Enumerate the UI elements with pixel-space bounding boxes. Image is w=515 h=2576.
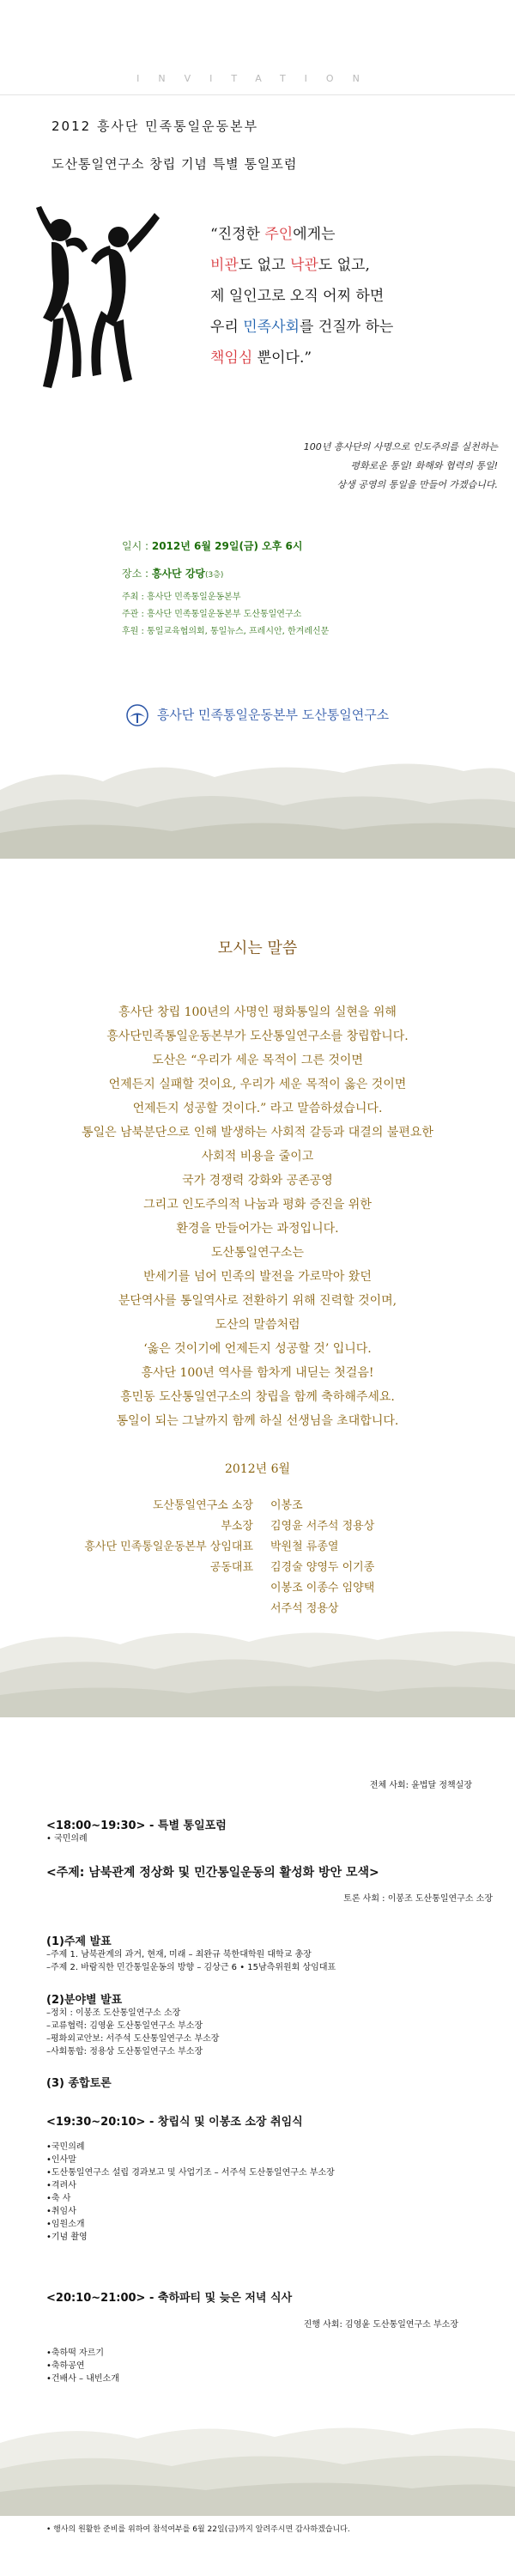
letter-line: 흥민동 도산통일연구소의 창립을 함께 축하해주세요.	[120, 1390, 395, 1404]
session3-item: •축하떡 자르기	[46, 2348, 105, 2358]
signature-role: 흥사단 민족통일운동본부 상임대표	[84, 1540, 253, 1553]
letter-line: 통일이 되는 그날까지 함께 하실 선생님을 초대합니다.	[116, 1414, 399, 1428]
signature-row	[34, 1537, 481, 1558]
session1-item: • 국민의례	[46, 1834, 88, 1844]
quote-highlight: 비관	[210, 257, 239, 274]
session1-heading: <18:00~19:30> - 특별 통일포럼	[46, 1820, 227, 1832]
organization-banner	[0, 704, 515, 726]
signature-row	[34, 1496, 481, 1516]
signature-role: 공동대표	[209, 1561, 253, 1574]
event-details	[122, 532, 491, 641]
signature-names: 김경술 양영두 이기종	[270, 1561, 375, 1574]
event-host: 주최 : 흥사단 민족통일운동본부	[122, 592, 241, 602]
part2-block	[46, 1990, 493, 2058]
overall-host: 전체 사회: 윤법달 정책실장	[369, 1781, 472, 1790]
part2-item: –교류협력: 김영윤 도산통일연구소 부소장	[46, 2021, 203, 2031]
part1-item: –주제 2. 바람직한 민간통일운동의 방향 – 김상근 6 • 15남측위원회 상임대표	[46, 1963, 336, 1972]
signature-row	[34, 1578, 481, 1599]
quote-text: “진정한	[210, 226, 265, 243]
quote-text: 에게는	[293, 226, 336, 243]
part2-heading: (2)분야별 발표	[46, 1994, 123, 2007]
invitation-title-line1: 2012 흥사단 민족통일운동본부	[52, 118, 259, 134]
session3-block	[46, 2288, 493, 2385]
signature-role: 도산통일연구소 소장	[152, 1499, 253, 1512]
quote-block	[210, 219, 502, 374]
letter-line: 흥사단 100년 역사를 함차게 내딛는 첫걸음!	[141, 1366, 374, 1380]
session2-heading: <19:30~20:10> - 창립식 및 이봉조 소장 취임식	[46, 2116, 303, 2129]
part3-block	[46, 2074, 493, 2090]
part2-item: –정치 : 이봉조 도산통일연구소 소장	[46, 2008, 181, 2018]
quote-text: 를 건질까 하는	[299, 319, 394, 336]
date-label: 일시 :	[122, 540, 152, 552]
session2-item: •인사말	[46, 2155, 76, 2165]
dancing-figures-illustration	[34, 206, 163, 395]
letter-line: 반세기를 넘어 민족의 발전을 가로막아 왔던	[143, 1270, 372, 1284]
letter-date: 2012년 6월	[224, 1462, 291, 1476]
pledge-line: 평화로운 통일! 화해와 협력의 통일!	[350, 460, 498, 471]
letter-line: 환경을 만들어가는 과정입니다.	[176, 1222, 339, 1236]
quote-text: 도 없고	[238, 257, 290, 274]
signature-block	[34, 1496, 481, 1619]
event-place	[122, 560, 491, 589]
session1-block	[46, 1816, 493, 1845]
letter-line: 언제든지 실패할 것이요, 우리가 세운 목적이 옳은 것이면	[108, 1078, 407, 1091]
letter-line: 국가 경쟁력 강화와 공존공영	[182, 1174, 333, 1188]
letter-line: 도산통일연구소는	[210, 1246, 305, 1260]
event-program	[0, 1717, 515, 2576]
signature-row	[34, 1516, 481, 1537]
divider	[0, 94, 515, 95]
letter-line: 그리고 인도주의적 나눔과 평화 증진을 위한	[143, 1198, 372, 1212]
session2-item: •임원소개	[46, 2220, 85, 2229]
part1-item: –주제 1. 남북관계의 과거, 현재, 미래 – 최완규 북한대학원 대학교 총장	[46, 1950, 312, 1959]
quote-highlight: 책임심	[210, 349, 253, 367]
pledge-line: 상생 공영의 통일을 만들어 가겠습니다.	[336, 479, 498, 490]
organization-name: 흥사단 민족통일운동본부 도산통일연구소	[156, 707, 390, 723]
signature-names: 박원철 류종열	[270, 1540, 339, 1553]
part1-block	[46, 1932, 493, 1974]
quote-text: 도 없고,	[318, 257, 370, 274]
pledge-text	[189, 438, 498, 495]
letter-line: 도산은 “우리가 세운 목적이 그른 것이면	[152, 1054, 363, 1067]
signature-names: 이봉조	[270, 1499, 303, 1512]
organization-logo-icon	[126, 704, 148, 726]
quote-text: 뿐이다.”	[252, 349, 312, 367]
letter-line: 사회적 비용을 줄이고	[201, 1150, 314, 1163]
part2-item: –평화외교안보: 서주석 도산통일연구소 부소장	[46, 2034, 220, 2044]
signature-names: 김영윤 서주석 정용상	[270, 1520, 375, 1533]
rsvp-note: • 행사의 원활한 준비를 위하여 참석여부를 6월 22일(금)까지 알려주시면 감사하겠습니다.	[46, 2525, 350, 2534]
part1-heading: (1)주제 발표	[46, 1935, 112, 1948]
part2-item: –사회통합: 정용상 도산통일연구소 부소장	[46, 2047, 203, 2057]
invitation-card	[0, 0, 515, 859]
part3-heading: (3) 종합토론	[46, 2077, 112, 2090]
session3-heading: <20:10~21:00> - 축하파티 및 늦은 저녁 식사	[46, 2292, 293, 2305]
letter-body	[17, 1000, 498, 1433]
mountain-mist-decoration	[0, 1606, 515, 1717]
mountain-mist-decoration	[0, 2396, 515, 2516]
quote-highlight: 주인	[264, 226, 294, 243]
letter-line: 통일은 남북분단으로 인해 발생하는 사회적 갈등과 대결의 불편요한	[82, 1126, 433, 1139]
date-value: 2012년 6월 29일(금) 오후 6시	[151, 540, 303, 552]
session2-item: •격려사	[46, 2181, 76, 2190]
invitation-label: INVITATION	[136, 73, 379, 84]
session2-item: •기념 촬영	[46, 2233, 88, 2242]
letter-line: 분단역사를 통일역사로 전환하기 위해 진력할 것이며,	[118, 1294, 397, 1308]
signature-role: 부소장	[221, 1520, 253, 1533]
letter-line: 언제든지 성공할 것이다.” 라고 말씀하셨습니다.	[132, 1102, 383, 1115]
place-label: 장소 :	[122, 568, 152, 580]
forum-topic: <주제: 남북관계 정상화 및 민간통일운동의 활성화 방안 모색>	[46, 1866, 379, 1880]
session2-item: •축 사	[46, 2194, 71, 2203]
quote-highlight: 낙관	[289, 257, 318, 274]
invitation-letter	[0, 859, 515, 1717]
letter-title: 모시는 말씀	[217, 939, 298, 957]
session3-item: •건배사 – 내빈소개	[46, 2374, 119, 2384]
quote-text: 우리	[210, 319, 244, 336]
event-sponsor: 후원 : 통일교육협의회, 통일뉴스, 프레시안, 한겨레신문	[122, 627, 330, 636]
event-date	[122, 532, 491, 560]
quote-text: 제 일인고로 오직 어찌 하면	[210, 288, 385, 305]
signature-names: 이봉조 이종수 임양택	[270, 1582, 375, 1595]
letter-line: 흥사단 창립 100년의 사명인 평화통일의 실현을 위해	[118, 1005, 397, 1019]
pledge-line: 100년 흥사단의 사명으로 인도주의를 실천하는	[303, 441, 498, 453]
topic-host: 토론 사회 : 이봉조 도산통일연구소 소장	[343, 1894, 493, 1904]
event-organizer: 주관 : 흥사단 민족통일운동본부 도산통일연구소	[122, 610, 302, 619]
topic-block	[46, 1863, 493, 1904]
letter-line: 흥사단민족통일운동본부가 도산통일연구소를 창립합니다.	[106, 1030, 409, 1043]
signature-role	[34, 1578, 270, 1599]
place-value: 흥사단 강당	[151, 568, 205, 580]
signature-names: 서주석 정용상	[270, 1602, 339, 1615]
mountain-mist-decoration	[0, 738, 515, 859]
letter-line: ‘옳은 것이기에 언제든지 성공할 것’ 입니다.	[143, 1342, 372, 1356]
session3-item: •축하공연	[46, 2361, 85, 2371]
letter-line: 도산의 말씀처럼	[215, 1318, 300, 1332]
session3-host: 진행 사회: 김영윤 도산통일연구소 부소장	[303, 2320, 458, 2330]
session2-item: •국민의례	[46, 2142, 85, 2152]
invitation-title-line2: 도산통일연구소 창립 기념 특별 통일포럼	[52, 156, 298, 172]
quote-highlight: 민족사회	[243, 319, 300, 336]
session2-block	[46, 2112, 493, 2244]
place-floor: (3층)	[205, 571, 224, 580]
session2-item: •도산통일연구소 설립 경과보고 및 사업기조 – 서주석 도산통일연구소 부소장	[46, 2168, 335, 2178]
session2-item: •취임사	[46, 2207, 76, 2216]
signature-row	[34, 1558, 481, 1578]
